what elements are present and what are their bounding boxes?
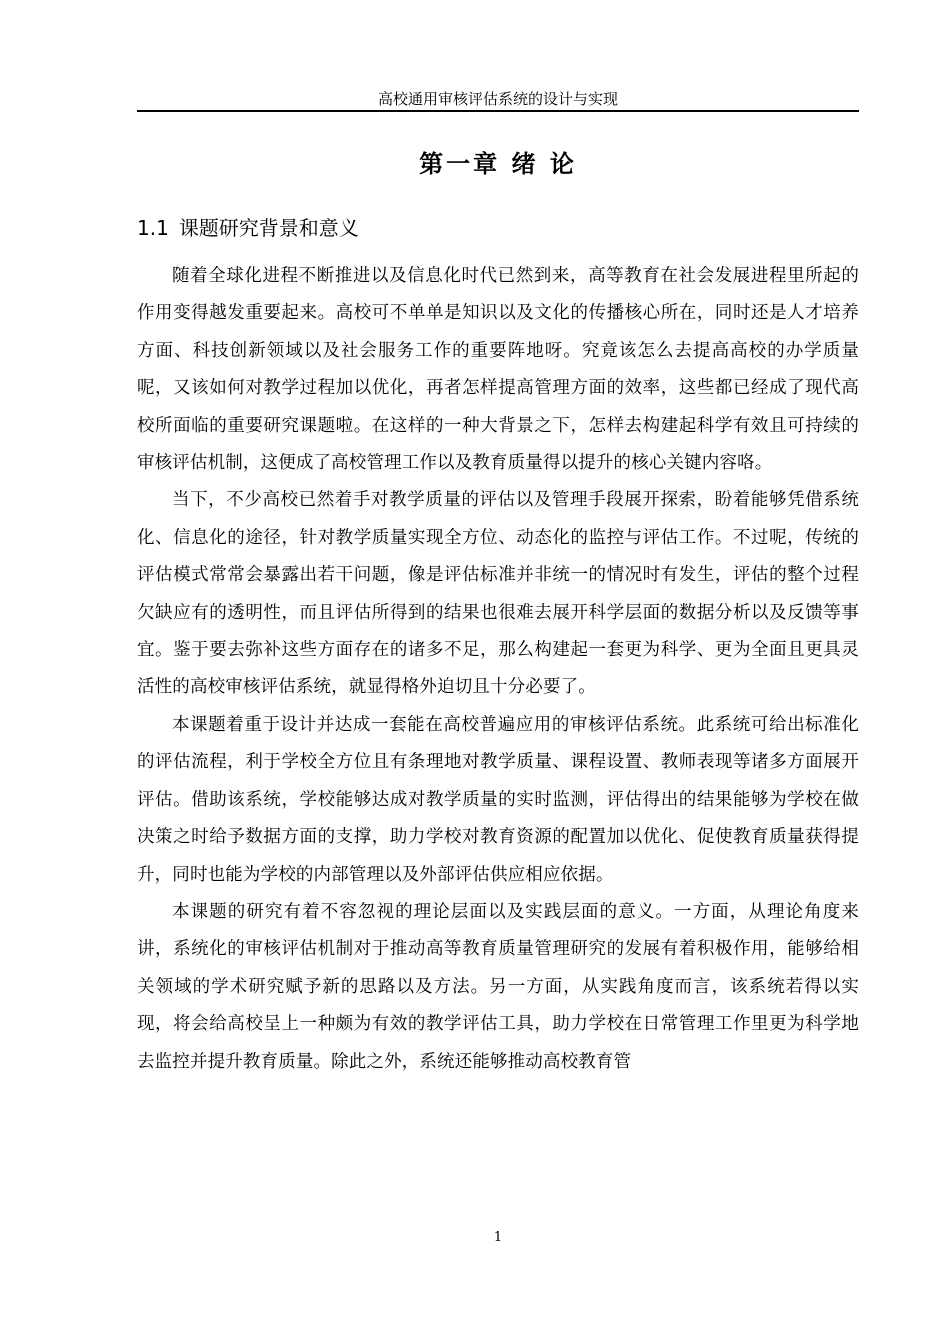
section-title: 课题研究背景和意义 xyxy=(178,216,359,240)
paragraph: 当下，不少高校已然着手对教学质量的评估以及管理手段展开探索，盼着能够凭借系统化、信息化的途径，针对教学质量实现全方位、动态化的监控与评估工作。不过呢，传统的评估模式常常会暴露出若干问题，像是评估标准并非统一的情况时有发生，评估的整个过程欠缺应有的透明性，而且评估所得到的结果也很难去展开科学层面的数据分析以及反馈等事宜。鉴于要去弥补这些方面存在的诸多不足，那么构建起一套更为科学、更为全面且更具灵活性的高校审核评估系统，就显得格外迫切且十分必要了。 xyxy=(137,490,859,698)
running-header: 高校通用审核评估系统的设计与实现 xyxy=(377,90,618,108)
page-number: 1 xyxy=(493,1230,503,1245)
paragraph: 随着全球化进程不断推进以及信息化时代已然到来，高等教育在社会发展进程里所起的作用变得越发重要起来。高校可不单单是知识以及文化的传播核心所在，同时还是人才培养方面、科技创新领域以及社会服务工作的重要阵地呀。究竟该怎么去提高高校的办学质量呢，又该如何对教学过程加以优化，再者怎样提高管理方面的效率，这些都已经成了现代高校所面临的重要研究课题啦。在这样的一种大背景之下，怎样去构建起科学有效且可持续的审核评估机制，这便成了高校管理工作以及教育质量得以提升的核心关键内容咯。 xyxy=(137,266,859,474)
section-number: 1.1 xyxy=(137,216,169,240)
body-text xyxy=(137,258,859,1081)
header-rule xyxy=(137,110,859,112)
paragraph: 本课题的研究有着不容忽视的理论层面以及实践层面的意义。一方面，从理论角度来讲，系统化的审核评估机制对于推动高等教育质量管理研究的发展有着积极作用，能够给相关领域的学术研究赋予新的思路以及方法。另一方面，从实践角度而言，该系统若得以实现，将会给高校呈上一种颇为有效的教学评估工具，助力学校在日常管理工作里更为科学地去监控并提升教育质量。除此之外，系统还能够推动高校教育管 xyxy=(137,901,859,1072)
paragraph: 本课题着重于设计并达成一套能在高校普遍应用的审核评估系统。此系统可给出标准化的评估流程，利于学校全方位且有条理地对教学质量、课程设置、教师表现等诸多方面展开评估。借助该系统，学校能够达成对教学质量的实时监测，评估得出的结果能够为学校在做决策之时给予数据方面的支撑，助力学校对教育资源的配置加以优化、促使教育质量获得提升，同时也能为学校的内部管理以及外部评估供应相应依据。 xyxy=(137,714,859,885)
section-heading xyxy=(137,211,859,245)
chapter-title: 第一章 绪 论 xyxy=(419,150,577,178)
